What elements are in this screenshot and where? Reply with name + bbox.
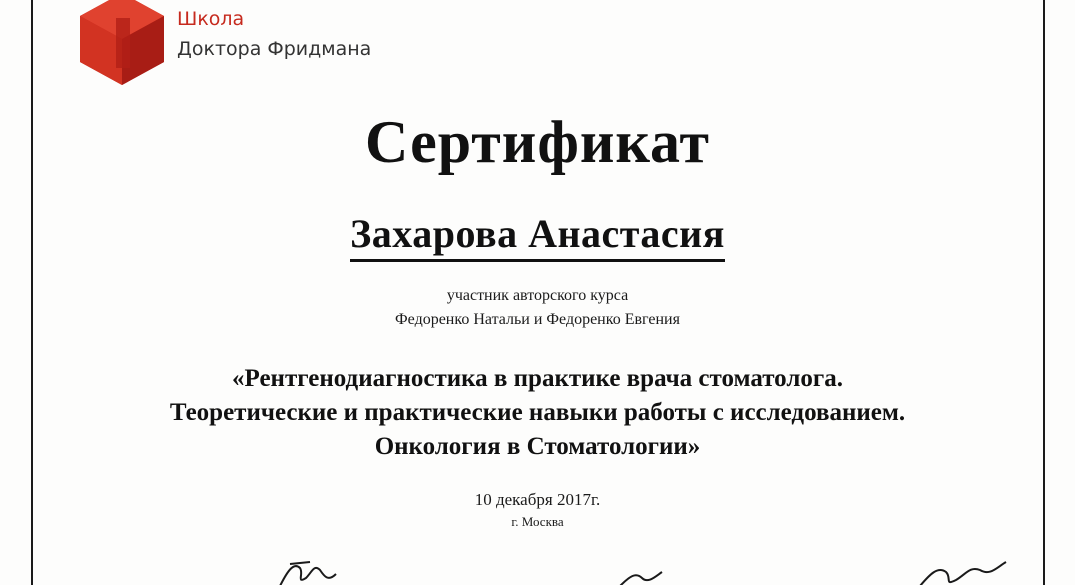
course-authors: Федоренко Натальи и Федоренко Евгения bbox=[395, 311, 680, 328]
red-cube-logo-icon bbox=[72, 0, 172, 88]
signature-right-icon bbox=[910, 548, 1030, 585]
school-name-line1: Школа bbox=[177, 8, 245, 30]
recipient-block bbox=[0, 210, 1075, 262]
course-title bbox=[0, 362, 1075, 464]
certificate-title: Сертификат bbox=[365, 109, 710, 175]
recipient-name: Захарова Анастасия bbox=[350, 210, 725, 262]
course-title-line: Онкология в Стоматологии» bbox=[374, 433, 701, 460]
participant-line: участник авторского курса bbox=[446, 287, 629, 304]
course-title-line: Теоретические и практические навыки работы с исследованием. bbox=[169, 399, 906, 426]
signature-middle-icon bbox=[600, 548, 690, 585]
signature-left-icon bbox=[270, 548, 390, 585]
course-title-line: «Рентгенодиагностика в практике врача стоматолога. bbox=[232, 365, 843, 392]
issue-city: г. Москва bbox=[511, 514, 564, 529]
issue-date: 10 декабря 2017г. bbox=[474, 490, 601, 509]
school-name-line2: Доктора Фридмана bbox=[177, 38, 372, 60]
